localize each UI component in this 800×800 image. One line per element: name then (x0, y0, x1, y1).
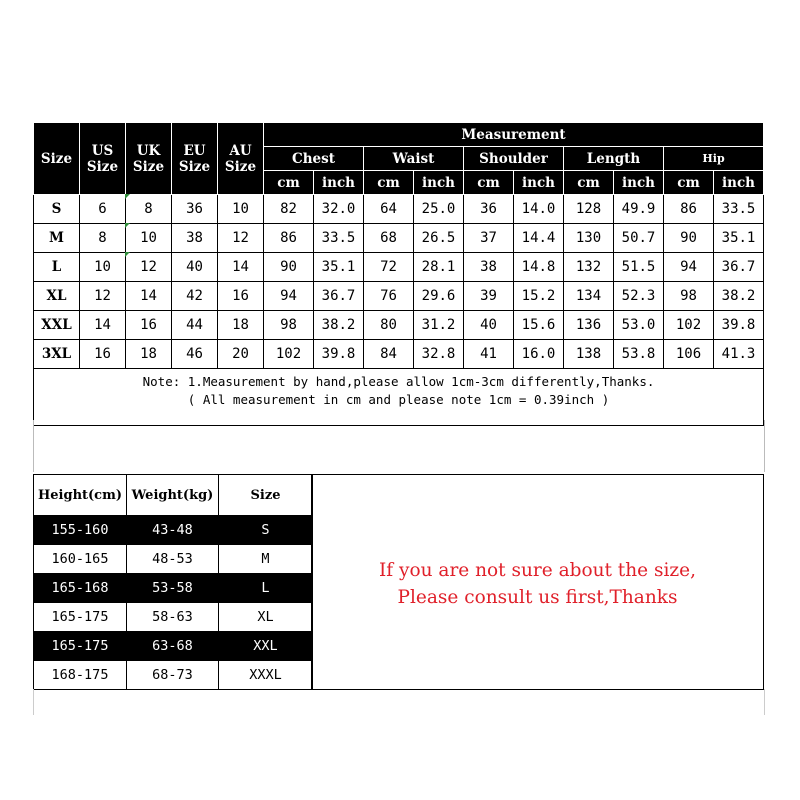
table-cell: 38.2 (314, 311, 364, 340)
table-cell: 14.4 (514, 224, 564, 253)
consult-line-1: If you are not sure about the size, (379, 560, 696, 581)
table-cell: 28.1 (414, 253, 464, 282)
table-cell: 20 (218, 340, 264, 369)
table-cell: 94 (664, 253, 714, 282)
table-cell: 29.6 (414, 282, 464, 311)
measurement-note (34, 369, 764, 426)
spacer-strip (33, 420, 765, 472)
table-cell: 53.8 (614, 340, 664, 369)
height-cell: 165-175 (34, 632, 127, 661)
table-row (34, 224, 764, 253)
table-cell: 102 (264, 340, 314, 369)
corner-mark (125, 194, 130, 199)
table-cell: 106 (664, 340, 714, 369)
table-cell: 90 (264, 253, 314, 282)
table-cell: 136 (564, 311, 614, 340)
table-row (34, 253, 764, 282)
table-row (34, 545, 313, 574)
header-hip: Hip (664, 147, 764, 171)
table-row (34, 516, 313, 545)
consult-box (311, 474, 764, 690)
header-au-size: AU Size (218, 123, 264, 195)
table-cell: 10 (218, 195, 264, 224)
size-label: 3XL (34, 340, 80, 369)
table-cell: 41.3 (714, 340, 764, 369)
table-cell: 10 (80, 253, 126, 282)
table-cell: 82 (264, 195, 314, 224)
size-chart-table (33, 122, 764, 426)
table-cell: 102 (664, 311, 714, 340)
weight-cell: 48-53 (127, 545, 219, 574)
table-cell: 40 (172, 253, 218, 282)
header-waist: Waist (364, 147, 464, 171)
table-cell: 15.6 (514, 311, 564, 340)
table-cell: 38 (464, 253, 514, 282)
weight-cell: 53-58 (127, 574, 219, 603)
note-line-2: ( All measurement in cm and please note 1cm = 0.39inch ) (187, 392, 610, 407)
size-label: XL (34, 282, 80, 311)
table-cell: 15.2 (514, 282, 564, 311)
header-uk-size: UK Size (126, 123, 172, 195)
header-unit: cm (564, 171, 614, 195)
table-cell: 26.5 (414, 224, 464, 253)
table-cell: 37 (464, 224, 514, 253)
corner-mark (125, 252, 130, 257)
table-cell: 46 (172, 340, 218, 369)
size-label: L (34, 253, 80, 282)
table-cell: 6 (80, 195, 126, 224)
height-cell: 160-165 (34, 545, 127, 574)
table-cell: 32.0 (314, 195, 364, 224)
table-cell: 42 (172, 282, 218, 311)
table-cell: 38 (172, 224, 218, 253)
table-cell: 36.7 (314, 282, 364, 311)
table-cell: 16 (80, 340, 126, 369)
table-cell: 18 (126, 340, 172, 369)
header-unit: cm (364, 171, 414, 195)
size-label: M (34, 224, 80, 253)
header-size: Size (219, 475, 313, 516)
header-eu-size: EU Size (172, 123, 218, 195)
weight-cell: 63-68 (127, 632, 219, 661)
table-cell: 25.0 (414, 195, 464, 224)
table-row (34, 282, 764, 311)
table-cell: 90 (664, 224, 714, 253)
table-cell: 16 (218, 282, 264, 311)
table-cell: 72 (364, 253, 414, 282)
table-row (34, 311, 764, 340)
table-cell: 39.8 (714, 311, 764, 340)
table-cell: 14.8 (514, 253, 564, 282)
table-cell: 32.8 (414, 340, 464, 369)
header-weight: Weight(kg) (127, 475, 219, 516)
table-cell: 49.9 (614, 195, 664, 224)
weight-cell: 68-73 (127, 661, 219, 690)
table-cell: 38.2 (714, 282, 764, 311)
table-row (34, 574, 313, 603)
table-cell: 132 (564, 253, 614, 282)
height-cell: 165-168 (34, 574, 127, 603)
corner-mark (125, 223, 130, 228)
table-cell: 39 (464, 282, 514, 311)
table-cell: 86 (664, 195, 714, 224)
header-measurement: Measurement (264, 123, 764, 147)
table-cell: 94 (264, 282, 314, 311)
table-cell: 86 (264, 224, 314, 253)
consult-line-2: Please consult us first,Thanks (397, 587, 678, 608)
table-cell: 98 (264, 311, 314, 340)
table-cell: 33.5 (314, 224, 364, 253)
table-cell: 18 (218, 311, 264, 340)
size-cell: M (219, 545, 313, 574)
size-label: S (34, 195, 80, 224)
table-cell: 36 (464, 195, 514, 224)
table-cell: 64 (364, 195, 414, 224)
header-unit: inch (514, 171, 564, 195)
header-unit: inch (714, 171, 764, 195)
header-chest: Chest (264, 147, 364, 171)
table-cell: 8 (126, 195, 172, 224)
height-cell: 165-175 (34, 603, 127, 632)
table-cell: 53.0 (614, 311, 664, 340)
table-cell: 16 (126, 311, 172, 340)
table-cell: 33.5 (714, 195, 764, 224)
size-cell: L (219, 574, 313, 603)
table-cell: 12 (218, 224, 264, 253)
table-cell: 84 (364, 340, 414, 369)
header-unit: cm (264, 171, 314, 195)
table-cell: 36 (172, 195, 218, 224)
header-length: Length (564, 147, 664, 171)
header-unit: inch (414, 171, 464, 195)
table-cell: 35.1 (314, 253, 364, 282)
header-height: Height(cm) (34, 475, 127, 516)
table-cell: 36.7 (714, 253, 764, 282)
header-unit: cm (664, 171, 714, 195)
size-label: XXL (34, 311, 80, 340)
table-row (34, 632, 313, 661)
table-cell: 50.7 (614, 224, 664, 253)
weight-cell: 43-48 (127, 516, 219, 545)
table-cell: 80 (364, 311, 414, 340)
table-cell: 76 (364, 282, 414, 311)
table-cell: 16.0 (514, 340, 564, 369)
weight-cell: 58-63 (127, 603, 219, 632)
header-unit: inch (314, 171, 364, 195)
consult-message (312, 557, 763, 611)
size-cell: XXXL (219, 661, 313, 690)
size-cell: XXL (219, 632, 313, 661)
table-row (34, 603, 313, 632)
height-cell: 155-160 (34, 516, 127, 545)
table-row (34, 340, 764, 369)
size-cell: XL (219, 603, 313, 632)
table-row (34, 661, 313, 690)
height-weight-table (33, 474, 313, 690)
table-cell: 14 (218, 253, 264, 282)
table-cell: 12 (80, 282, 126, 311)
header-unit: inch (614, 171, 664, 195)
table-cell: 8 (80, 224, 126, 253)
table-row (34, 195, 764, 224)
table-cell: 44 (172, 311, 218, 340)
note-line-1: Note: 1.Measurement by hand,please allow 1cm-3cm differently,Thanks. (142, 374, 655, 389)
table-cell: 14 (80, 311, 126, 340)
table-cell: 130 (564, 224, 614, 253)
table-cell: 41 (464, 340, 514, 369)
header-shoulder: Shoulder (464, 147, 564, 171)
table-cell: 31.2 (414, 311, 464, 340)
size-cell: S (219, 516, 313, 545)
table-cell: 51.5 (614, 253, 664, 282)
header-us-size: US Size (80, 123, 126, 195)
bottom-strip (33, 689, 765, 715)
table-cell: 98 (664, 282, 714, 311)
table-cell: 14.0 (514, 195, 564, 224)
table-cell: 39.8 (314, 340, 364, 369)
table-cell: 134 (564, 282, 614, 311)
table-cell: 40 (464, 311, 514, 340)
header-unit: cm (464, 171, 514, 195)
table-cell: 68 (364, 224, 414, 253)
table-cell: 35.1 (714, 224, 764, 253)
table-cell: 52.3 (614, 282, 664, 311)
height-cell: 168-175 (34, 661, 127, 690)
table-cell: 12 (126, 253, 172, 282)
header-size: Size (34, 123, 80, 195)
table-cell: 10 (126, 224, 172, 253)
table-cell: 128 (564, 195, 614, 224)
table-cell: 138 (564, 340, 614, 369)
table-cell: 14 (126, 282, 172, 311)
